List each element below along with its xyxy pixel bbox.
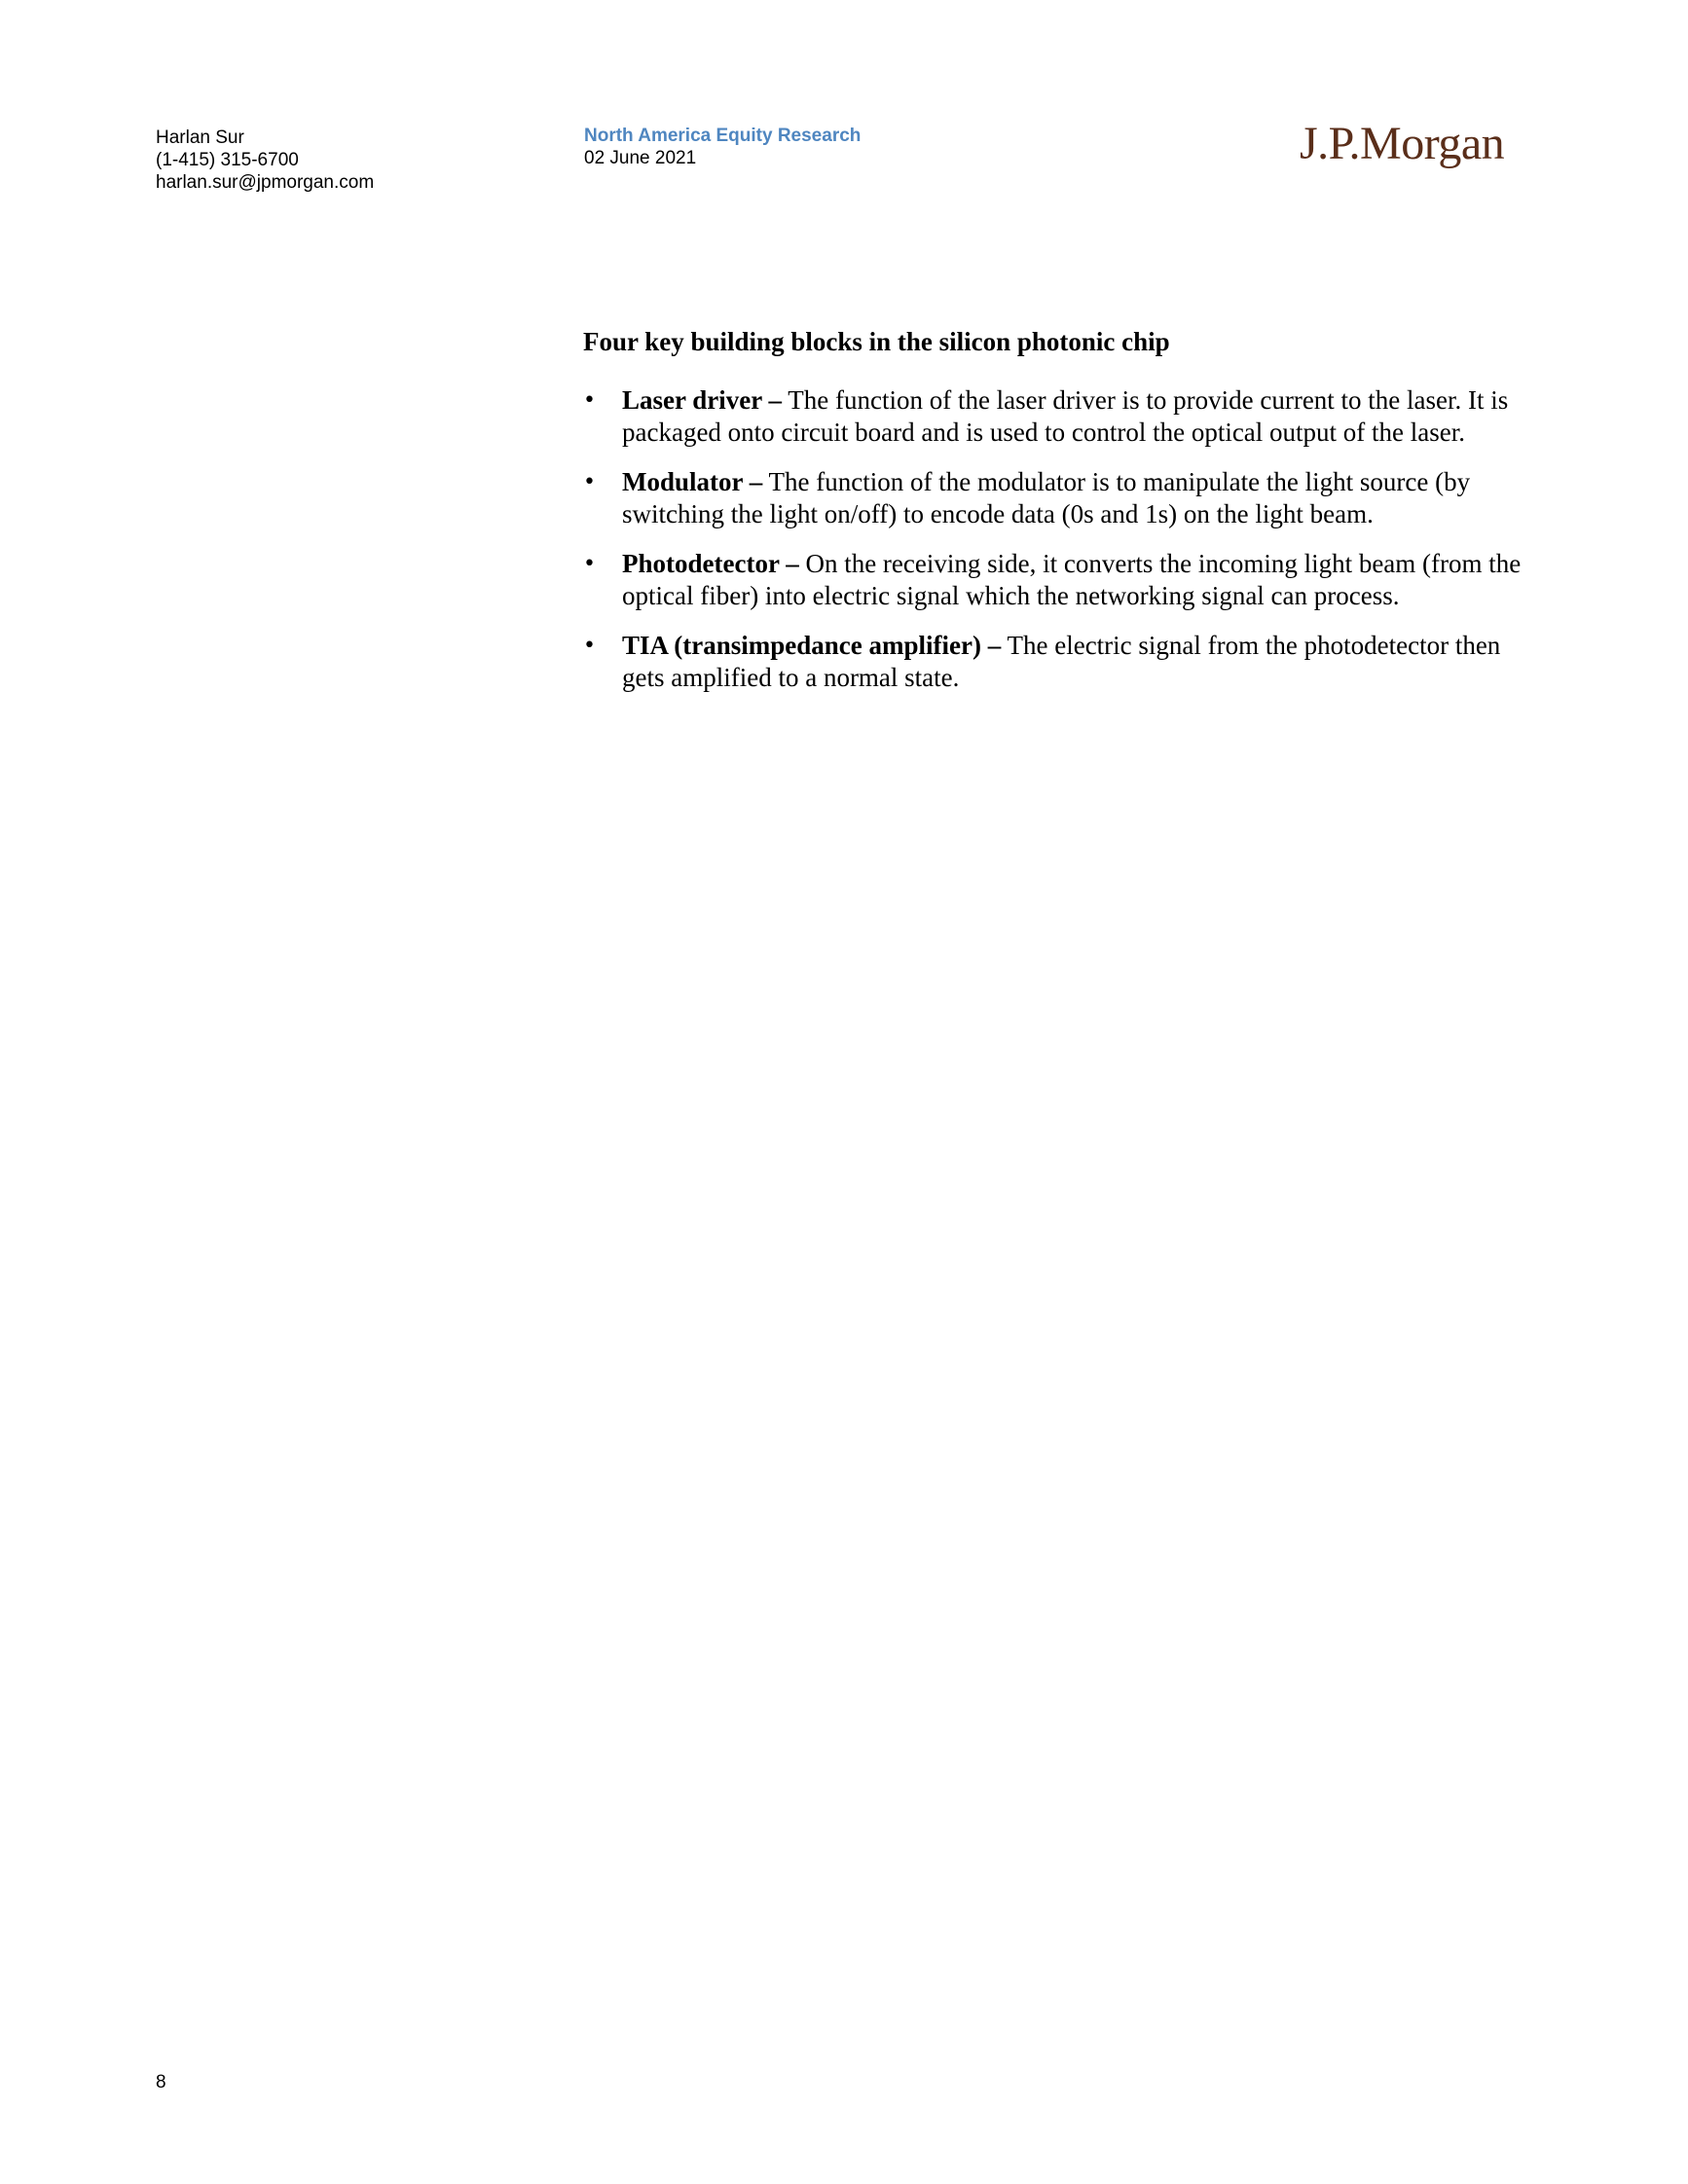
list-item-term: Modulator – <box>622 467 763 496</box>
list-item-text: The function of the laser driver is to provide current to the laser. It is packaged onto circuit board and is used to control the optical output of the laser. <box>622 385 1509 447</box>
bullet-icon: • <box>583 470 596 494</box>
list-item-text: On the receiving side, it converts the incoming light beam (from the optical fiber) into electric signal which the networking signal can process. <box>622 549 1522 610</box>
page-number: 8 <box>156 2072 166 2093</box>
list-item-term: TIA (transimpedance amplifier) – <box>622 631 1002 660</box>
list-item <box>583 548 1537 612</box>
bullet-icon: • <box>583 552 596 576</box>
main-content <box>583 324 1537 711</box>
analyst-contact-block <box>156 127 374 194</box>
building-blocks-list <box>583 384 1537 694</box>
bullet-icon: • <box>583 634 596 658</box>
section-heading: Four key building blocks in the silicon photonic chip <box>583 327 1170 356</box>
list-item-term: Laser driver – <box>622 385 782 415</box>
list-item-text: The function of the modulator is to manipulate the light source (by switching the light on/off) to encode data (0s and 1s) on the light beam. <box>622 467 1471 528</box>
list-item-text: The electric signal from the photodetector then gets amplified to a normal state. <box>622 631 1501 692</box>
analyst-phone: (1-415) 315-6700 <box>156 150 299 170</box>
report-date: 02 June 2021 <box>584 148 697 168</box>
list-item <box>583 466 1537 530</box>
bullet-icon: • <box>583 388 596 413</box>
jpmorgan-logo: J.P.Morgan <box>1300 118 1505 169</box>
list-item-term: Photodetector – <box>622 549 799 578</box>
list-item <box>583 630 1537 694</box>
report-series: North America Equity Research <box>584 126 862 146</box>
list-item <box>583 384 1537 449</box>
analyst-email: harlan.sur@jpmorgan.com <box>156 172 375 193</box>
report-header <box>584 125 861 169</box>
analyst-name: Harlan Sur <box>156 127 244 148</box>
